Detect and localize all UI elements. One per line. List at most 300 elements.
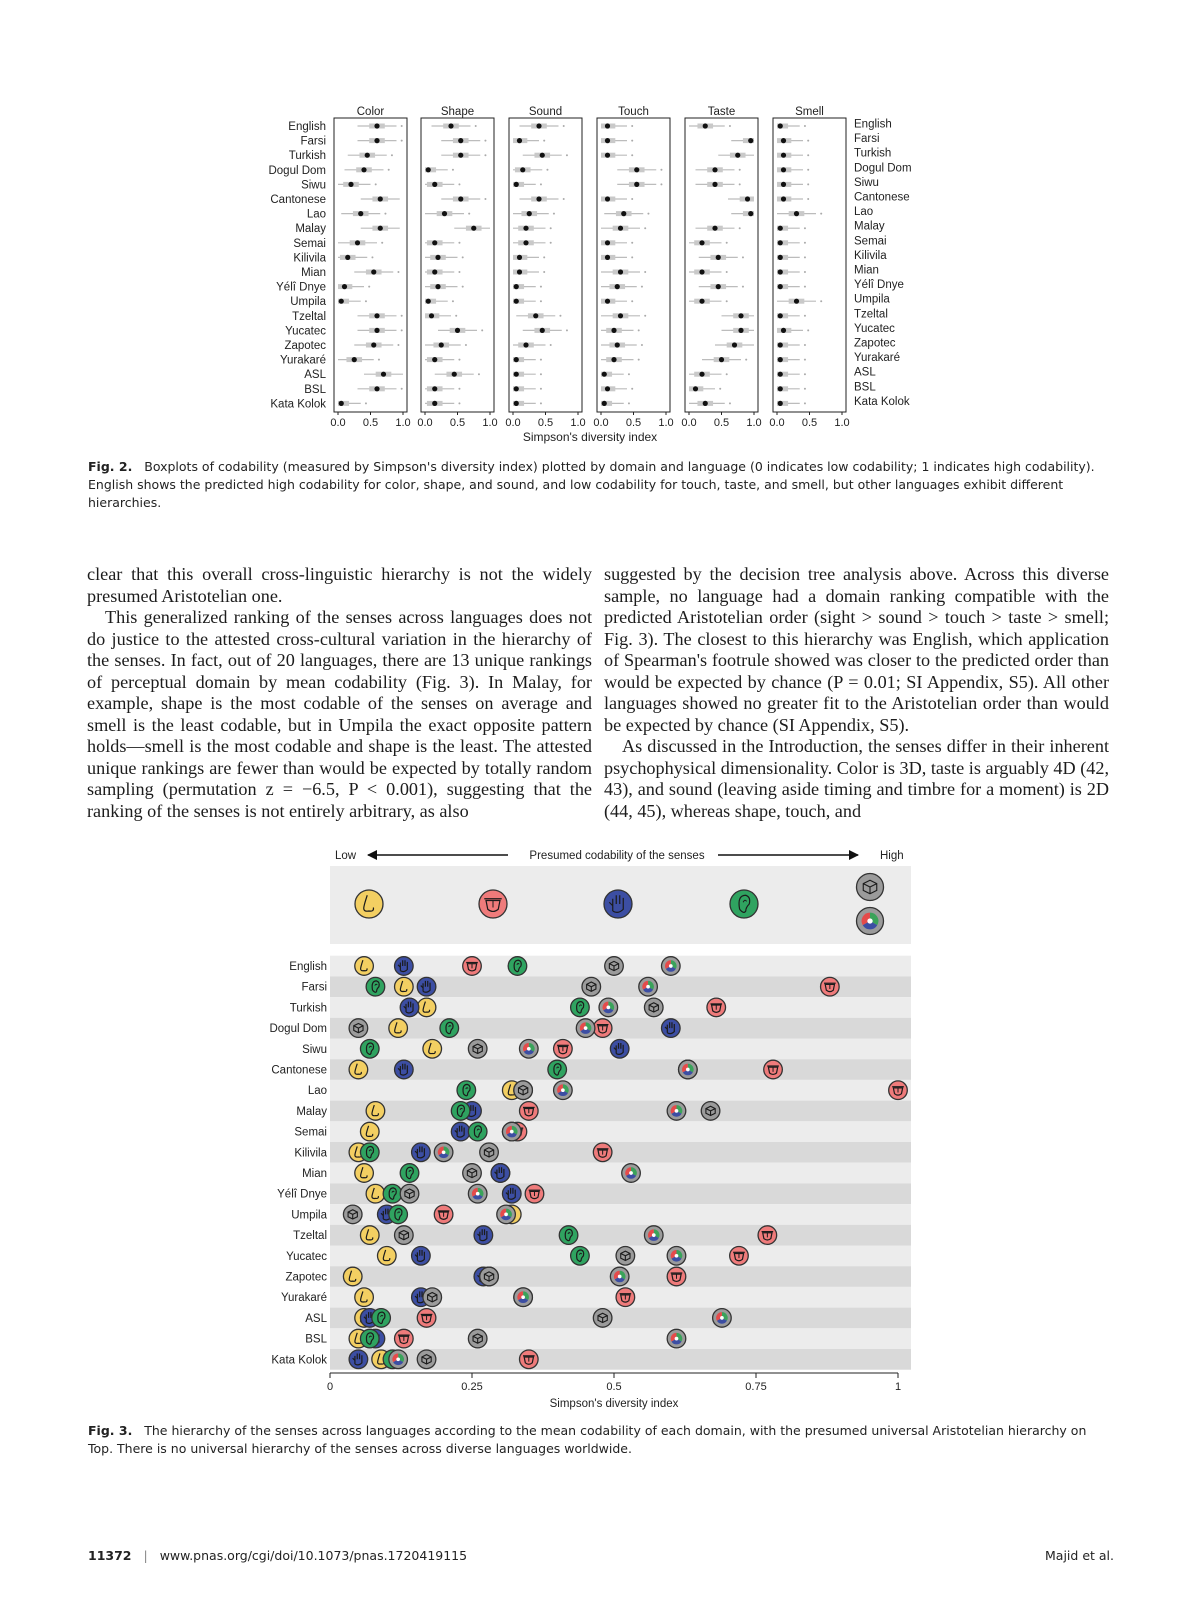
row-band bbox=[330, 1101, 911, 1122]
smell-icon bbox=[372, 1350, 391, 1369]
high-label: High bbox=[880, 850, 904, 862]
median-point bbox=[735, 153, 740, 158]
touch-icon bbox=[360, 1309, 379, 1328]
color-icon bbox=[514, 1288, 533, 1307]
color-icon bbox=[667, 1247, 686, 1266]
outlier-point bbox=[553, 213, 555, 215]
median-point bbox=[452, 372, 457, 377]
median-point bbox=[699, 240, 704, 245]
tick-label: 1.0 bbox=[395, 417, 411, 429]
outlier-point bbox=[804, 402, 806, 404]
fig2-caption-label: Fig. 2. bbox=[88, 459, 133, 474]
outlier-point bbox=[475, 125, 477, 127]
taste-icon bbox=[667, 1267, 686, 1286]
shape-icon bbox=[343, 1205, 362, 1224]
outlier-point bbox=[807, 329, 809, 331]
taste-icon bbox=[525, 1184, 544, 1203]
outlier-point bbox=[628, 373, 630, 375]
touch-icon bbox=[412, 1288, 431, 1307]
outlier-point bbox=[804, 388, 806, 390]
row-label-right: Farsi bbox=[854, 133, 880, 146]
fig2-caption-text: Boxplots of codability (measured by Simpson's diversity index) plotted by domain and language (0 indicates low codability; 1 indicates high codability). English shows the predicted high codability for color, shape, and sound, and low codability for touch, taste, and smell, but other languages exhibit different hierarchies. bbox=[88, 459, 1095, 510]
tick-label: 0.25 bbox=[461, 1381, 483, 1393]
median-point bbox=[602, 372, 607, 377]
fig2-x-axis-label: Simpson's diversity index bbox=[522, 430, 658, 444]
row-band bbox=[330, 1225, 911, 1246]
outlier-point bbox=[465, 344, 467, 346]
median-point bbox=[621, 211, 626, 216]
outlier-point bbox=[458, 271, 460, 273]
row-label-left: BSL bbox=[304, 383, 326, 396]
outlier-point bbox=[550, 242, 552, 244]
outlier-point bbox=[566, 154, 568, 156]
outlier-point bbox=[566, 329, 568, 331]
smell-icon bbox=[389, 1019, 408, 1038]
row-band bbox=[330, 1059, 911, 1080]
row-label-right: ASL bbox=[854, 366, 876, 379]
median-point bbox=[429, 313, 434, 318]
row-label-left: Tzeltal bbox=[292, 310, 326, 323]
outlier-point bbox=[745, 359, 747, 361]
tick-label: 0.0 bbox=[330, 417, 346, 429]
median-point bbox=[514, 357, 519, 362]
median-point bbox=[339, 299, 344, 304]
hierarchy-band bbox=[330, 866, 911, 944]
row-band bbox=[330, 1163, 911, 1184]
row-label: Yélî Dnye bbox=[277, 1188, 327, 1201]
outlier-point bbox=[563, 125, 565, 127]
outlier-point bbox=[631, 256, 633, 258]
median-point bbox=[517, 269, 522, 274]
shape-icon bbox=[480, 1267, 499, 1286]
touch-icon bbox=[610, 1040, 629, 1059]
outlier-point bbox=[455, 315, 457, 317]
row-band bbox=[330, 1328, 911, 1349]
row-label-left: Dogul Dom bbox=[268, 164, 326, 177]
row-label: Yurakaré bbox=[280, 1292, 327, 1305]
outlier-point bbox=[484, 140, 486, 142]
taste-icon bbox=[463, 957, 482, 976]
touch-icon bbox=[451, 1122, 470, 1141]
outlier-point bbox=[807, 183, 809, 185]
figure-2-boxplots bbox=[0, 0, 1200, 450]
median-point bbox=[342, 284, 347, 289]
row-label-right: Yucatec bbox=[854, 322, 895, 335]
shape-icon bbox=[349, 1019, 368, 1038]
taste-icon bbox=[764, 1060, 783, 1079]
median-point bbox=[458, 138, 463, 143]
shape-icon bbox=[679, 1060, 698, 1079]
outlier-point bbox=[631, 140, 633, 142]
row-label: Zapotec bbox=[285, 1271, 327, 1284]
taste-icon bbox=[508, 1122, 527, 1141]
median-point bbox=[455, 328, 460, 333]
row-label: BSL bbox=[305, 1333, 327, 1346]
median-point bbox=[781, 138, 786, 143]
median-point bbox=[432, 182, 437, 187]
outlier-point bbox=[804, 125, 806, 127]
median-point bbox=[634, 182, 639, 187]
median-point bbox=[536, 196, 541, 201]
median-point bbox=[378, 196, 383, 201]
body-text-left-column bbox=[87, 564, 592, 822]
sound-icon bbox=[360, 1040, 379, 1059]
touch-icon bbox=[604, 890, 632, 918]
outlier-point bbox=[631, 388, 633, 390]
sound-icon bbox=[440, 1019, 459, 1038]
tick-label: 0.5 bbox=[362, 417, 379, 429]
outlier-point bbox=[820, 300, 822, 302]
outlier-point bbox=[540, 388, 542, 390]
row-band bbox=[330, 1183, 911, 1204]
row-label: Siwu bbox=[302, 1043, 327, 1056]
tick-label: 0.0 bbox=[505, 417, 521, 429]
row-label: Yucatec bbox=[286, 1250, 327, 1263]
shape-icon bbox=[395, 1226, 414, 1245]
median-point bbox=[605, 255, 610, 260]
row-label-right: Umpila bbox=[854, 293, 890, 306]
median-point bbox=[348, 182, 353, 187]
median-point bbox=[536, 123, 541, 128]
touch-icon bbox=[417, 977, 436, 996]
sound-icon bbox=[480, 1267, 499, 1286]
outlier-point bbox=[365, 402, 367, 404]
color-icon bbox=[667, 1329, 686, 1348]
color-icon bbox=[520, 1040, 539, 1059]
touch-icon bbox=[412, 1143, 431, 1162]
sound-icon bbox=[468, 1122, 487, 1141]
smell-icon bbox=[502, 1081, 521, 1100]
row-label-left: Farsi bbox=[300, 135, 326, 148]
smell-icon bbox=[417, 998, 436, 1017]
outlier-point bbox=[391, 154, 393, 156]
median-point bbox=[540, 153, 545, 158]
median-point bbox=[432, 401, 437, 406]
color-icon bbox=[434, 1143, 453, 1162]
color-icon bbox=[679, 1060, 698, 1079]
taste-icon bbox=[417, 1309, 436, 1328]
outlier-point bbox=[365, 300, 367, 302]
median-point bbox=[778, 226, 783, 231]
outlier-point bbox=[742, 256, 744, 258]
median-point bbox=[611, 328, 616, 333]
smell-icon bbox=[349, 1060, 368, 1079]
median-point bbox=[738, 313, 743, 318]
median-point bbox=[435, 255, 440, 260]
outlier-point bbox=[729, 125, 731, 127]
median-point bbox=[448, 123, 453, 128]
panel-title: Shape bbox=[440, 106, 475, 118]
median-point bbox=[699, 299, 704, 304]
median-point bbox=[358, 211, 363, 216]
sound-icon bbox=[360, 1329, 379, 1348]
median-point bbox=[374, 123, 379, 128]
panel-frame bbox=[685, 118, 758, 412]
outlier-point bbox=[804, 315, 806, 317]
sound-icon bbox=[730, 890, 758, 918]
color-icon bbox=[610, 1267, 629, 1286]
row-band bbox=[330, 997, 911, 1018]
boxplot-panel-shape bbox=[417, 106, 497, 429]
shape-icon bbox=[417, 1350, 436, 1369]
median-point bbox=[426, 299, 431, 304]
outlier-point bbox=[540, 300, 542, 302]
median-point bbox=[748, 211, 753, 216]
page-footer-left: 11372 | www.pnas.org/cgi/doi/10.1073/pnas.1720419115 bbox=[88, 1548, 468, 1563]
outlier-point bbox=[739, 227, 741, 229]
outlier-point bbox=[641, 286, 643, 288]
row-label: Lao bbox=[307, 1085, 327, 1098]
row-label: Kilivila bbox=[294, 1147, 327, 1160]
shape-icon bbox=[502, 1122, 521, 1141]
outlier-point bbox=[726, 271, 728, 273]
shape-icon bbox=[857, 874, 884, 901]
boxplot-panel-sound bbox=[505, 106, 585, 429]
tick-label: 0.0 bbox=[769, 417, 785, 429]
outlier-point bbox=[804, 286, 806, 288]
median-point bbox=[374, 386, 379, 391]
shape-icon bbox=[582, 977, 601, 996]
row-label-left: ASL bbox=[304, 369, 326, 382]
sound-icon bbox=[360, 1143, 379, 1162]
median-point bbox=[374, 313, 379, 318]
median-point bbox=[794, 211, 799, 216]
presumed-codability-label: Presumed codability of the senses bbox=[529, 850, 705, 862]
outlier-point bbox=[540, 286, 542, 288]
panel-frame bbox=[773, 118, 846, 412]
outlier-point bbox=[458, 388, 460, 390]
median-point bbox=[514, 284, 519, 289]
fig3-x-axis-label: Simpson's diversity index bbox=[549, 1398, 679, 1410]
tick-label: 0.5 bbox=[713, 417, 730, 429]
tick-label: 0.5 bbox=[625, 417, 642, 429]
shape-icon bbox=[468, 1040, 487, 1059]
median-point bbox=[432, 386, 437, 391]
median-point bbox=[523, 240, 528, 245]
touch-icon bbox=[349, 1350, 368, 1369]
color-icon bbox=[667, 1102, 686, 1121]
color-icon bbox=[662, 957, 681, 976]
row-label-left: Yélî Dnye bbox=[276, 281, 326, 294]
row-band bbox=[330, 1246, 911, 1267]
median-point bbox=[605, 299, 610, 304]
shape-icon bbox=[616, 1247, 635, 1266]
outlier-point bbox=[631, 300, 633, 302]
median-point bbox=[699, 372, 704, 377]
taste-icon bbox=[593, 1143, 612, 1162]
row-label: Farsi bbox=[301, 981, 327, 994]
outlier-point bbox=[804, 344, 806, 346]
median-point bbox=[778, 401, 783, 406]
outlier-point bbox=[807, 140, 809, 142]
sound-icon bbox=[548, 1060, 567, 1079]
median-point bbox=[352, 357, 357, 362]
median-point bbox=[712, 226, 717, 231]
median-point bbox=[605, 123, 610, 128]
row-band bbox=[330, 1121, 911, 1142]
color-icon bbox=[576, 1019, 595, 1038]
outlier-point bbox=[540, 373, 542, 375]
row-label-right: Semai bbox=[854, 235, 887, 248]
median-point bbox=[781, 182, 786, 187]
outlier-point bbox=[804, 256, 806, 258]
color-icon bbox=[389, 1350, 408, 1369]
outlier-point bbox=[478, 373, 480, 375]
median-point bbox=[778, 313, 783, 318]
median-point bbox=[374, 138, 379, 143]
sound-icon bbox=[451, 1102, 470, 1121]
tick-label: 0 bbox=[326, 1381, 334, 1393]
sound-icon bbox=[389, 1205, 408, 1224]
outlier-point bbox=[401, 388, 403, 390]
touch-icon bbox=[474, 1267, 493, 1286]
outlier-point bbox=[726, 300, 728, 302]
smell-icon bbox=[502, 1205, 521, 1224]
row-label: English bbox=[289, 961, 327, 973]
median-point bbox=[778, 269, 783, 274]
row-label: Cantonese bbox=[271, 1064, 327, 1077]
panel-title: Touch bbox=[618, 106, 649, 118]
row-band bbox=[330, 1349, 911, 1370]
touch-icon bbox=[378, 1205, 397, 1224]
row-label: Mian bbox=[302, 1168, 327, 1180]
median-point bbox=[439, 342, 444, 347]
sound-icon bbox=[366, 977, 385, 996]
outlier-point bbox=[804, 359, 806, 361]
authors: Majid et al. bbox=[1045, 1548, 1114, 1563]
color-icon bbox=[639, 977, 658, 996]
median-point bbox=[365, 153, 370, 158]
sound-icon bbox=[514, 1288, 533, 1307]
median-point bbox=[605, 196, 610, 201]
median-point bbox=[355, 240, 360, 245]
median-point bbox=[778, 342, 783, 347]
outlier-point bbox=[660, 169, 662, 171]
row-label: Kata Kolok bbox=[271, 1354, 327, 1367]
row-label-right: Yurakaré bbox=[854, 352, 901, 365]
median-point bbox=[527, 211, 532, 216]
row-label: Dogul Dom bbox=[269, 1023, 327, 1036]
median-point bbox=[605, 153, 610, 158]
tick-label: 1 bbox=[894, 1381, 902, 1393]
row-label-right: BSL bbox=[854, 381, 876, 394]
outlier-point bbox=[563, 198, 565, 200]
row-band bbox=[330, 1204, 911, 1225]
outlier-point bbox=[719, 388, 721, 390]
outlier-point bbox=[631, 198, 633, 200]
median-point bbox=[533, 313, 538, 318]
outlier-point bbox=[401, 125, 403, 127]
row-label-right: Zapotec bbox=[854, 337, 896, 350]
median-point bbox=[514, 299, 519, 304]
color-icon bbox=[554, 1081, 573, 1100]
color-icon bbox=[713, 1309, 732, 1328]
outlier-point bbox=[458, 183, 460, 185]
outlier-point bbox=[401, 140, 403, 142]
figure-3-caption bbox=[88, 1422, 1114, 1458]
row-label-left: Turkish bbox=[288, 150, 326, 163]
taste-icon bbox=[479, 890, 507, 918]
touch-icon bbox=[502, 1184, 521, 1203]
row-label-left: Zapotec bbox=[284, 340, 326, 352]
color-icon bbox=[502, 1122, 521, 1141]
outlier-point bbox=[484, 198, 486, 200]
boxplot-panel-taste bbox=[681, 106, 761, 429]
taste-icon bbox=[520, 1102, 539, 1121]
taste-icon bbox=[554, 1040, 573, 1059]
outlier-point bbox=[546, 169, 548, 171]
median-point bbox=[458, 153, 463, 158]
shape-icon bbox=[480, 1143, 499, 1162]
sound-icon bbox=[457, 1081, 476, 1100]
shape-icon bbox=[593, 1309, 612, 1328]
row-label-left: Yucatec bbox=[285, 325, 326, 338]
outlier-point bbox=[804, 271, 806, 273]
row-label-left: Siwu bbox=[301, 179, 326, 192]
outlier-point bbox=[647, 213, 649, 215]
tick-label: 1.0 bbox=[746, 417, 762, 429]
outlier-point bbox=[726, 242, 728, 244]
row-label-left: Malay bbox=[295, 223, 326, 236]
outlier-point bbox=[375, 183, 377, 185]
low-label: Low bbox=[335, 850, 357, 862]
sound-icon bbox=[571, 1247, 590, 1266]
median-point bbox=[615, 284, 620, 289]
outlier-point bbox=[543, 140, 545, 142]
touch-icon bbox=[395, 1060, 414, 1079]
median-point bbox=[778, 357, 783, 362]
row-label-right: Cantonese bbox=[854, 191, 910, 204]
row-label: Umpila bbox=[291, 1209, 327, 1222]
shape-icon bbox=[400, 1184, 419, 1203]
outlier-point bbox=[378, 359, 380, 361]
doi-url[interactable]: www.pnas.org/cgi/doi/10.1073/pnas.1720419115 bbox=[159, 1548, 468, 1563]
row-label-left: Mian bbox=[301, 267, 326, 279]
touch-icon bbox=[463, 1102, 482, 1121]
median-point bbox=[716, 255, 721, 260]
row-label-left: Kata Kolok bbox=[270, 398, 326, 411]
color-icon bbox=[599, 998, 618, 1017]
outlier-point bbox=[559, 315, 561, 317]
sound-icon bbox=[372, 1309, 391, 1328]
taste-icon bbox=[616, 1288, 635, 1307]
outlier-point bbox=[631, 242, 633, 244]
median-point bbox=[371, 342, 376, 347]
tick-label: 1.0 bbox=[658, 417, 674, 429]
outlier-point bbox=[628, 402, 630, 404]
shape-icon bbox=[423, 1288, 442, 1307]
outlier-point bbox=[458, 402, 460, 404]
shape-icon bbox=[463, 1164, 482, 1183]
row-label-right: Malay bbox=[854, 220, 885, 233]
touch-icon bbox=[514, 1081, 533, 1100]
row-band bbox=[330, 1308, 911, 1329]
median-point bbox=[602, 401, 607, 406]
median-point bbox=[458, 196, 463, 201]
smell-icon bbox=[366, 1102, 385, 1121]
outlier-point bbox=[401, 315, 403, 317]
median-point bbox=[703, 401, 708, 406]
row-label-left: Semai bbox=[293, 237, 326, 250]
taste-icon bbox=[889, 1081, 908, 1100]
row-label-right: Yélî Dnye bbox=[854, 279, 904, 292]
taste-icon bbox=[730, 1247, 749, 1266]
outlier-point bbox=[397, 271, 399, 273]
taste-icon bbox=[758, 1226, 777, 1245]
median-point bbox=[345, 255, 350, 260]
paragraph: This generalized ranking of the senses across languages does not do justice to the attested cross-cultural variation in the hierarchy of the senses. In fact, out of 20 languages, there are 13 unique rankings of perceptual domain by mean codability (Fig. 3). In Malay, for example, shape is the most codable of the senses on average and smell is the least codable, but in Umpila the exact opposite pattern holds—smell is the most codable and shape is the least. The attested unique rankings are fewer than would be expected by totally random sampling (permutation z = −6.5, P < 0.001), suggesting that the ranking of the senses is not entirely arbitrary, as also bbox=[87, 607, 592, 821]
boxplot-panel-smell bbox=[769, 106, 849, 429]
